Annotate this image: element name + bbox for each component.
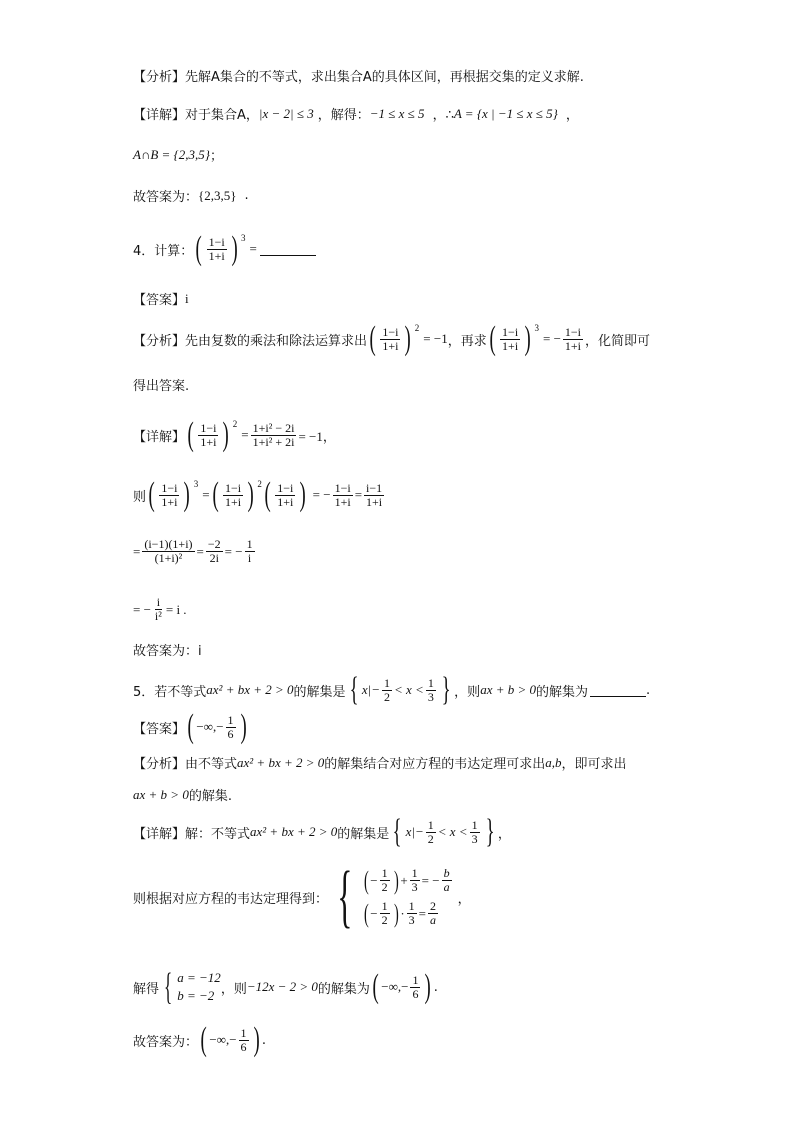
a-value: a = −12 (177, 970, 221, 985)
analysis-text: 的解集. (188, 789, 232, 804)
q3-intersection-line (133, 145, 223, 164)
right-paren: ) (405, 320, 412, 357)
inequality: ax + b > 0 (480, 682, 537, 697)
answer-label: 【答案】 (133, 293, 186, 308)
q4-number: 4．计算： (133, 243, 194, 259)
interval-start: −∞,− (196, 719, 224, 734)
equals: = (249, 241, 257, 256)
inequality: ax² + bx + 2 > 0 (206, 682, 294, 697)
period: . (244, 188, 249, 203)
analysis-text: 的解集结合对应方程的韦达定理可求出 (324, 757, 546, 772)
left-paren: ( (264, 476, 271, 513)
equals: = (133, 543, 141, 559)
right-paren: ) (184, 476, 191, 513)
q5-solved (133, 968, 438, 1006)
fraction: $\frac{1}{i}$ (246, 537, 253, 565)
fraction: $\frac{i-1}{1+i}$ (366, 480, 383, 509)
fraction: $\frac{1-i}{1+i}$ (382, 324, 399, 353)
therefore-symbol: ，∴ (432, 108, 454, 123)
solve-label: ，解得： (317, 108, 370, 123)
fraction: $\frac{1}{2}$ (381, 866, 388, 894)
q5-question (133, 673, 650, 707)
fraction: $\frac{1}{3}$ (408, 899, 415, 927)
equation-system (362, 867, 454, 927)
interval-start: −∞,− (209, 1032, 237, 1047)
fraction: $\frac{-2}{2i}$ (207, 537, 221, 565)
product-equation: ( − $\frac{1}{2}$ ) · $\frac{1}{3}$ = $\frac{2}{a}$ (363, 898, 436, 928)
fraction: $\frac{(i-1)(1+i)}{\text{(1+i)²}}$ (144, 537, 193, 565)
abs-inequality: |x − 2| ≤ 3 (258, 105, 314, 121)
right-paren: ) (231, 230, 238, 267)
left-paren: ( (187, 708, 194, 745)
solution-set-label: 的解集是 (337, 826, 390, 842)
q4-answer (133, 289, 189, 308)
fraction: $\frac{1-i}{1+i}$ (334, 480, 351, 509)
analysis-text: 得出答案. (133, 379, 190, 394)
left-paren: ( (363, 865, 369, 895)
inequality-chain: < x < (394, 682, 424, 697)
comma: ， (565, 108, 579, 123)
equals: = (354, 487, 363, 502)
final-label: 故答案为： (133, 190, 199, 205)
analysis-text: ，再求 (447, 333, 487, 349)
q4-detail-3 (133, 538, 257, 565)
right-paren: ) (393, 898, 399, 928)
q3-analysis (133, 66, 584, 85)
fraction: $\frac{b}{a}$ (443, 866, 450, 894)
left-paren: ( (369, 320, 376, 357)
left-paren: ( (212, 476, 219, 513)
fraction: $\frac{1-i}{1+i}$ (200, 420, 217, 449)
fraction: $\frac{1}{3}$ (411, 866, 418, 894)
fraction: $\frac{1-i}{1+i}$ (224, 480, 242, 509)
exponent: 2 (257, 479, 262, 489)
answer-label: 【答案】 (133, 721, 186, 737)
exponent: 3 (534, 323, 539, 333)
q3-analysis-text: 【分析】先解A集合的不等式，求出集合A的具体区间，再根据交集的定义求解. (133, 70, 584, 85)
set-builder: x|− (405, 824, 424, 839)
right-paren: ) (247, 476, 254, 513)
fraction: $\frac{1}{2}$ (381, 899, 388, 927)
solution-set-label: 的解集为 (536, 684, 589, 700)
fraction: $\frac{1}{6}$ (412, 972, 419, 1001)
fraction: $\frac{1-i}{1+i}$ (161, 480, 178, 509)
period: . (261, 1032, 266, 1048)
then-word: ，则 (220, 981, 247, 997)
right-paren: ) (299, 476, 307, 513)
answer-blank (260, 243, 316, 256)
q4-analysis (133, 322, 650, 356)
result: = i . (165, 601, 187, 617)
final-answer-set: {2,3,5} (198, 187, 237, 203)
q5-answer (133, 710, 249, 744)
exponent: 3 (193, 479, 199, 489)
q4-detail-4 (133, 596, 187, 623)
equals: = (196, 543, 204, 559)
exponent: 2 (232, 419, 238, 429)
solution-set-label: 的解集为 (317, 981, 370, 997)
detail-label: 【详解】解：不等式 (133, 826, 251, 842)
inequality: ax + b > 0 (133, 786, 189, 802)
left-paren: ( (489, 320, 496, 357)
left-paren: ( (148, 476, 155, 513)
fraction: $\frac{1}{3}$ (427, 675, 434, 704)
equals: = (418, 905, 426, 921)
then-word: 则 (133, 489, 147, 505)
fraction: $\frac{\text{1+i² − 2i}}{\text{1+i² + 2i}}$ (252, 420, 295, 449)
system-brace: { (337, 858, 353, 935)
q5-vieta: 则根据对应方程的韦达定理得到： { ( − $\frac{1}{2}$ ) + $\frac{1}{3}$ = − $\frac{b}{a}$ ( − $\frac{1}{2}$ ) · $\frac{1}{3}$ = $\frac{2}{a}$ ， (133, 858, 471, 935)
q4-detail-1 (133, 418, 336, 452)
q4-question (133, 232, 316, 266)
right-paren: ) (393, 865, 399, 895)
left-paren: ( (363, 898, 369, 928)
q3-detail-label: 【详解】对于集合A， (133, 108, 259, 123)
fraction: $\frac{1}{2}$ (427, 817, 434, 846)
right-brace: } (441, 671, 451, 708)
solution-range: −1 ≤ x ≤ 5 (369, 105, 425, 121)
fraction: $\frac{1}{3}$ (471, 817, 478, 846)
fraction: $\frac{1}{6}$ (240, 1025, 247, 1054)
exponent: 2 (414, 323, 420, 333)
right-paren: ) (223, 416, 230, 453)
set-a-definition: A = {x | −1 ≤ x ≤ 5} (453, 105, 558, 121)
q5-number: 5．若不等式 (133, 684, 207, 700)
variables: a,b (545, 754, 562, 770)
period: . (646, 682, 651, 698)
right-paren: ) (253, 1021, 260, 1058)
solved-label: 解得 (133, 981, 160, 997)
inequality: ax² + bx + 2 > 0 (250, 824, 338, 839)
fraction: $\frac{1-i}{1+i}$ (208, 234, 225, 263)
q4-analysis-cont (133, 375, 189, 394)
intersection-result: A∩B = {2,3,5} (133, 146, 210, 162)
left-paren: ( (200, 1021, 207, 1058)
then-word: ，则 (454, 684, 481, 700)
q4-final (133, 640, 202, 659)
fraction: $\frac{i}{\text{i²}}$ (154, 595, 162, 623)
q5-detail: 【详解】解：不等式 ax² + bx + 2 > 0 的解集是 { x|− $\frac{1}{2}$ < x < $\frac{1}{3}$ } ， (133, 813, 511, 850)
fraction: $\frac{1}{6}$ (227, 712, 234, 741)
equals: = (241, 427, 249, 442)
analysis-text: ，即可求出 (561, 757, 627, 772)
right-paren: ) (524, 320, 531, 357)
fraction: $\frac{1-i}{1+i}$ (564, 324, 582, 353)
final-answer: 故答案为：i (133, 644, 202, 659)
equals-minus: = − (133, 601, 151, 617)
q3-detail (133, 104, 579, 123)
right-paren: ) (425, 968, 432, 1005)
fraction: $\frac{1-i}{1+i}$ (277, 480, 294, 509)
period: . (433, 979, 438, 995)
solution-system (177, 970, 221, 1004)
inequality: ax² + bx + 2 > 0 (237, 754, 325, 770)
right-brace: } (485, 813, 495, 850)
answer-value: i (185, 290, 189, 306)
interval-start: −∞,− (381, 979, 409, 994)
fraction: $\frac{1-i}{1+i}$ (502, 324, 519, 353)
analysis-text: ，化简即可 (585, 333, 651, 349)
b-value: b = −2 (177, 988, 215, 1003)
semicolon: ； (209, 149, 223, 164)
solution-set-label: 的解集是 (293, 684, 346, 700)
equals-minus: = − (224, 543, 243, 559)
analysis-text: 【分析】先由复数的乘法和除法运算求出 (133, 333, 368, 349)
equals-minus: = − (312, 487, 331, 502)
fraction: $\frac{2}{a}$ (430, 899, 436, 927)
q5-analysis (133, 753, 627, 772)
fraction: $\frac{1}{2}$ (384, 675, 391, 704)
left-paren: ( (195, 230, 203, 267)
left-paren: ( (372, 968, 379, 1005)
q3-final-answer (133, 186, 249, 205)
vieta-label: 则根据对应方程的韦达定理得到： (133, 891, 329, 907)
analysis-text: 【分析】由不等式 (133, 757, 238, 772)
equals: = (202, 487, 210, 502)
q5-analysis-cont (133, 785, 232, 804)
set-builder: x|− (361, 682, 381, 697)
left-brace: { (349, 671, 359, 708)
equals-minus: = − (421, 872, 440, 888)
equals-minus: = − (542, 331, 561, 346)
answer-blank (590, 684, 646, 697)
inequality-chain: < x < (437, 824, 468, 839)
q4-detail-2 (133, 478, 386, 512)
right-paren: ) (240, 708, 247, 745)
exponent: 3 (241, 233, 246, 243)
equals-value: = −1 (423, 331, 448, 346)
system-brace: { (164, 966, 173, 1008)
q5-final (133, 1023, 266, 1057)
left-brace: { (392, 813, 402, 850)
sum-equation: ( − $\frac{1}{2}$ ) + $\frac{1}{3}$ = − $\frac{b}{a}$ (363, 865, 450, 895)
inequality: −12x − 2 > 0 (246, 979, 318, 994)
detail-label: 【详解】 (133, 429, 186, 445)
left-paren: ( (187, 416, 194, 453)
final-label: 故答案为： (133, 1034, 199, 1050)
result: = −1， (298, 428, 336, 444)
